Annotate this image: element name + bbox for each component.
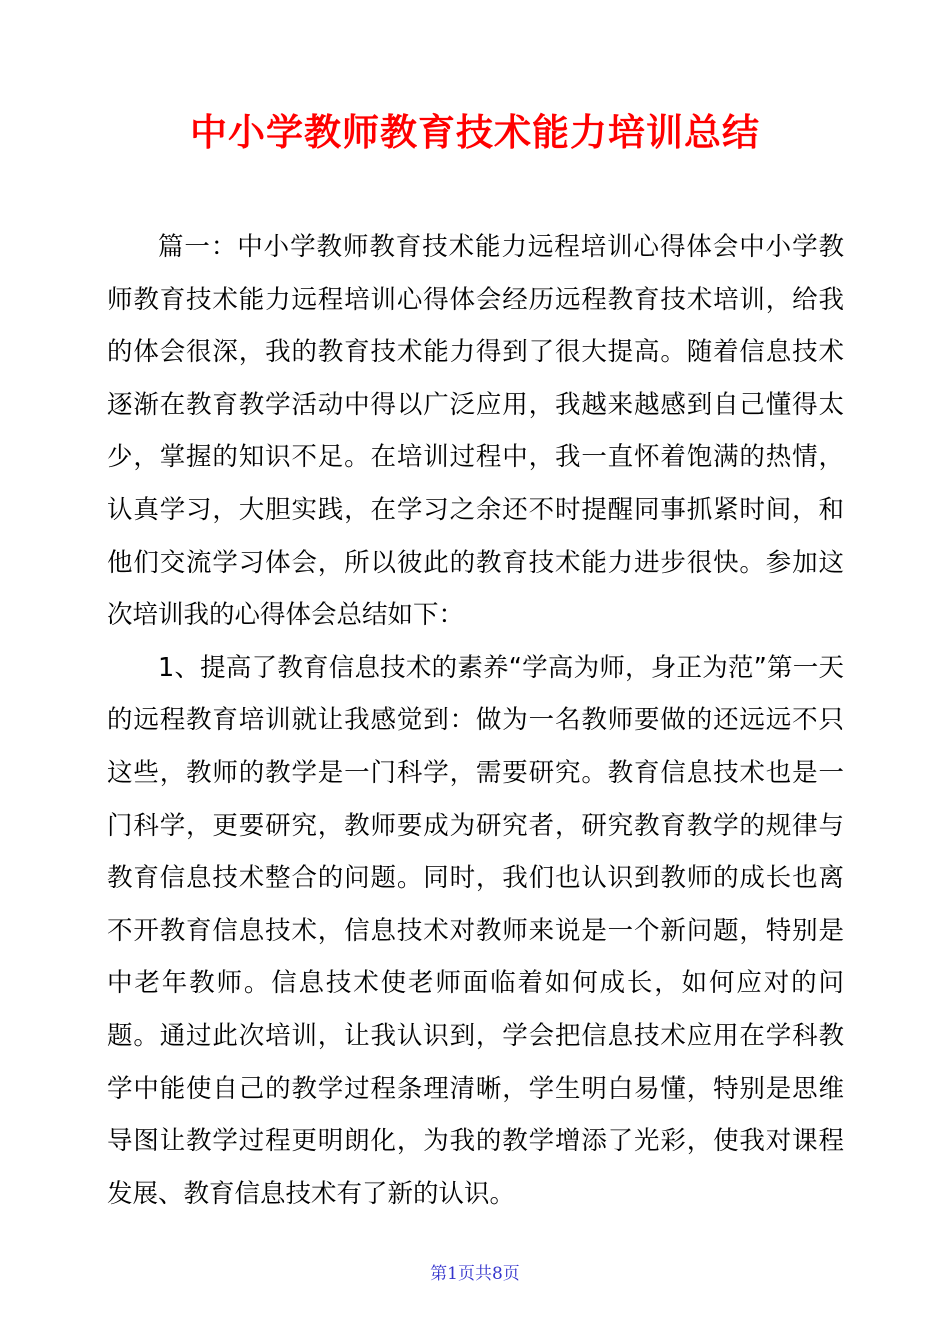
paragraph-2: 1、提高了教育信息技术的素养“学高为师，身正为范”第一天的远程教育培训就让我感觉到：做为一名教师要做的还远远不只这些，教师的教学是一门科学，需要研究。教育信息技术也是一门科学，更要研究，教师要成为研究者，研究教育教学的规律与教育信息技术整合的问题。同时，我们也认识到教师的成长也离不开教育信息技术，信息技术对教师来说是一个新问题，特别是中老年教师。信息技术使老师面临着如何成长，如何应对的问题。通过此次培训，让我认识到，学会把信息技术应用在学科教学中能使自己的教学过程条理清晰，学生明白易懂，特别是思维导图让教学过程更明朗化，为我的教学增添了光彩，使我对课程发展、教育信息技术有了新的认识。 [107, 652, 844, 1209]
page-number-footer: 第1页共8页 [430, 1264, 520, 1284]
paragraph-1: 篇一：中小学教师教育技术能力远程培训心得体会中小学教师教育技术能力远程培训心得体会经历远程教育技术培训，给我的体会很深，我的教育技术能力得到了很大提高。随着信息技术逐渐在教育教学活动中得以广泛应用，我越来越感到自己懂得太少，掌握的知识不足。在培训过程中，我一直怀着饱满的热情，认真学习，大胆实践，在学习之余还不时提醒同事抓紧时间，和他们交流学习体会，所以彼此的教育技术能力进步很快。参加这次培训我的心得体会总结如下： [107, 232, 844, 631]
document-title: 中小学教师教育技术能力培训总结 [190, 111, 760, 154]
document-body [107, 221, 844, 1220]
